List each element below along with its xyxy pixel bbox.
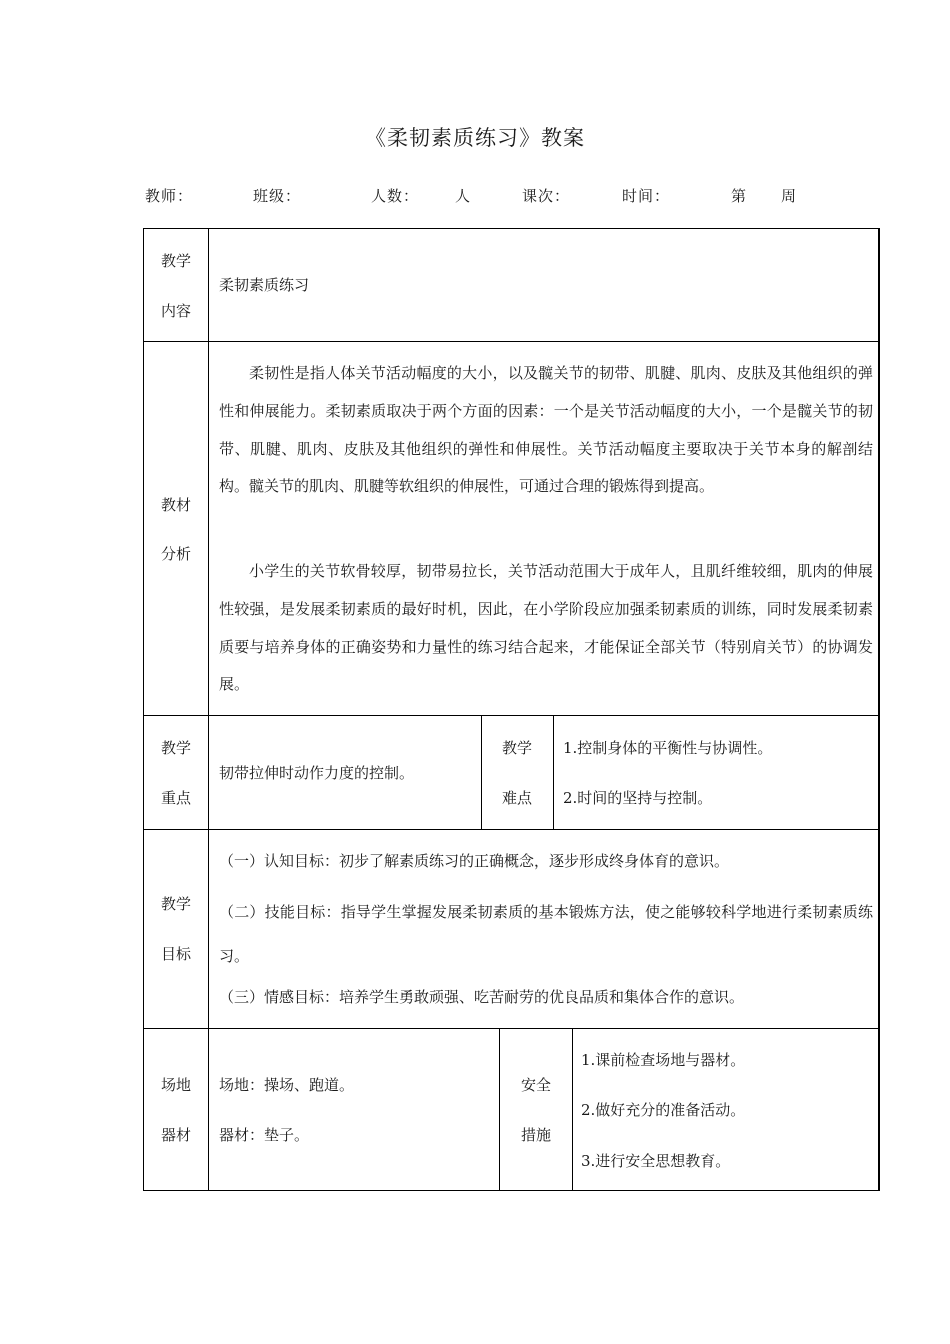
content-text: 柔韧素质练习 bbox=[219, 276, 310, 294]
content-label-1: 教学 bbox=[160, 252, 191, 270]
row-divider bbox=[143, 829, 880, 830]
difficulty-label-1: 教学 bbox=[501, 739, 532, 757]
time-label: 时间： bbox=[622, 187, 671, 205]
key-label-2: 重点 bbox=[160, 789, 191, 807]
safety-label-1: 安全 bbox=[520, 1076, 551, 1094]
content-label-2: 内容 bbox=[160, 302, 191, 320]
week-prefix: 第 bbox=[731, 187, 748, 205]
safety-item: 1.课前检查场地与器材。 bbox=[581, 1051, 746, 1069]
goals-label-2: 目标 bbox=[160, 945, 191, 963]
page-title: 《柔韧素质练习》教案 bbox=[365, 126, 585, 150]
row-divider bbox=[143, 715, 880, 716]
goal-item: （三）情感目标：培养学生勇敢顽强、吃苦耐劳的优良品质和集体合作的意识。 bbox=[219, 988, 745, 1006]
analysis-label-2: 分析 bbox=[160, 545, 191, 563]
safety-item: 2.做好充分的准备活动。 bbox=[581, 1101, 746, 1119]
venue-label-1: 场地 bbox=[160, 1076, 191, 1094]
class-label: 班级： bbox=[253, 187, 302, 205]
analysis-paragraph: 柔韧性是指人体关节活动幅度的大小，以及髋关节的韧带、肌腱、肌肉、皮肤及其他组织的弹性和伸展能力。柔韧素质取决于两个方面的因素：一个是关节活动幅度的大小，一个是髋关节的韧带、肌腱、肌肉、皮肤及其他组织的弹性和伸展性。关节活动幅度主要取决于关节本身的解剖结构。髋关节的肌肉、肌腱等软组织的伸展性，可通过合理的锻炼得到提高。 bbox=[219, 364, 873, 496]
equipment-text: 器材：垫子。 bbox=[219, 1126, 310, 1144]
column-divider bbox=[481, 715, 482, 829]
analysis-label-1: 教材 bbox=[160, 496, 191, 514]
goal-item: （一）认知目标：初步了解素质练习的正确概念，逐步形成终身体育的意识。 bbox=[219, 852, 730, 870]
difficulty-label-2: 难点 bbox=[501, 789, 532, 807]
difficulty-item: 1.控制身体的平衡性与协调性。 bbox=[563, 739, 773, 757]
row-divider bbox=[143, 341, 880, 342]
key-point-text: 韧带拉伸时动作力度的控制。 bbox=[219, 764, 415, 782]
count-unit: 人 bbox=[455, 187, 472, 205]
column-divider bbox=[499, 1028, 500, 1191]
safety-item: 3.进行安全思想教育。 bbox=[581, 1152, 731, 1170]
venue-label-2: 器材 bbox=[160, 1126, 191, 1144]
lesson-label: 课次： bbox=[522, 187, 571, 205]
week-suffix: 周 bbox=[781, 187, 798, 205]
venue-text: 场地：操场、跑道。 bbox=[219, 1076, 355, 1094]
difficulty-item: 2.时间的坚持与控制。 bbox=[563, 789, 713, 807]
count-label: 人数： bbox=[371, 187, 420, 205]
column-divider bbox=[553, 715, 554, 829]
goals-label-1: 教学 bbox=[160, 895, 191, 913]
analysis-paragraph: 小学生的关节软骨较厚，韧带易拉长，关节活动范围大于成年人，且肌纤维较细，肌肉的伸展性较强，是发展柔韧素质的最好时机，因此，在小学阶段应加强柔韧素质的训练，同时发展柔韧素质要与培养身体的正确姿势和力量性的练习结合起来，才能保证全部关节（特别肩关节）的协调发展。 bbox=[219, 562, 873, 694]
teacher-label: 教师： bbox=[145, 187, 194, 205]
label-column-divider bbox=[208, 228, 209, 1191]
safety-label-2: 措施 bbox=[520, 1126, 551, 1144]
key-label-1: 教学 bbox=[160, 739, 191, 757]
row-divider bbox=[143, 1028, 880, 1029]
goal-item: （二）技能目标：指导学生掌握发展柔韧素质的基本锻炼方法，使之能够较科学地进行柔韧素质练习。 bbox=[219, 903, 873, 965]
column-divider bbox=[572, 1028, 573, 1191]
